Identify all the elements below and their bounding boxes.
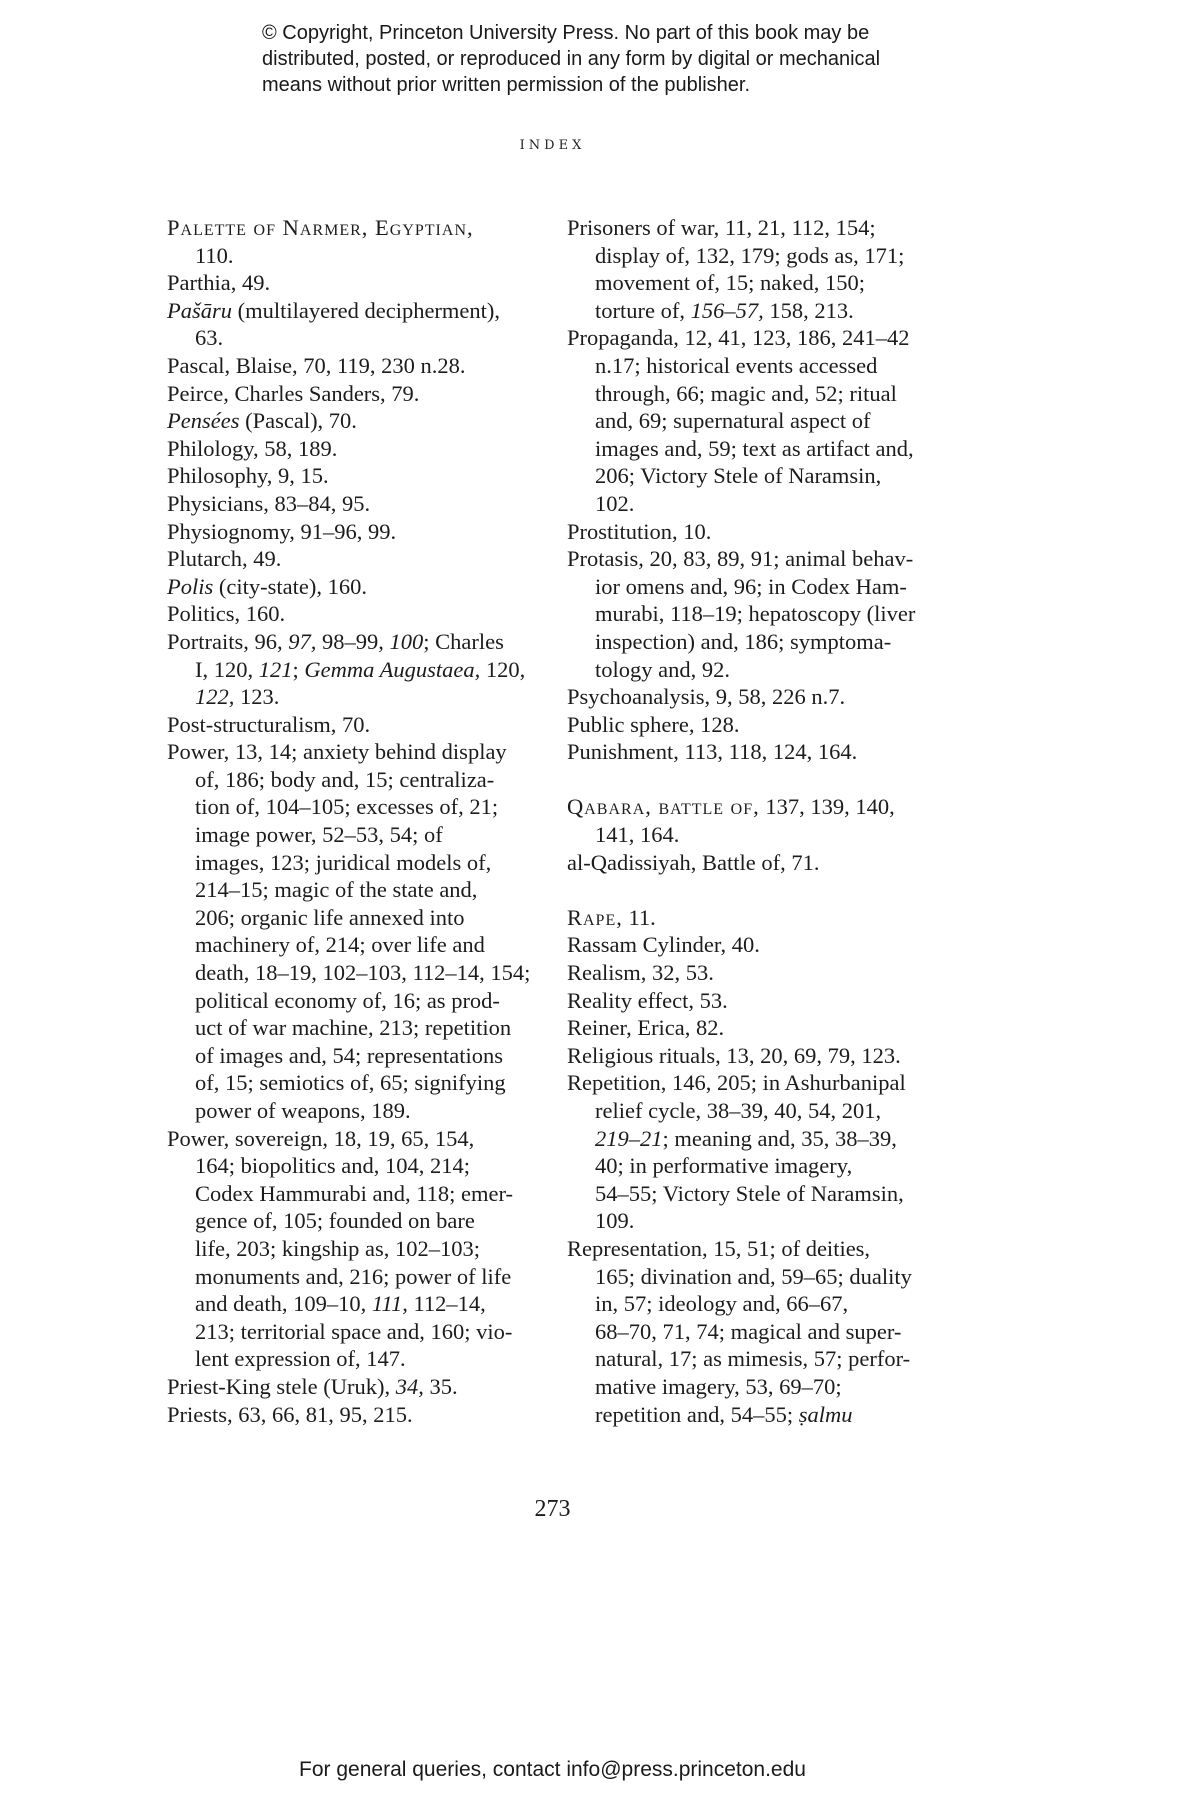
index-continuation-line [567,600,952,628]
index-text: 112–14, [407,1291,486,1317]
index-text: murabi, 118–19; hepatoscopy (liver [595,601,916,627]
index-text: ; Charles [423,628,504,654]
index-continuation-line [167,1042,542,1070]
index-text: 156–57, [690,297,764,323]
index-text: Post-structuralism, 70. [167,711,371,737]
index-text: movement of, 15; naked, 150; [595,270,865,296]
index-continuation-line [567,1097,952,1125]
index-text: mative imagery, 53, 69–70; [595,1373,842,1399]
index-continuation-line [167,959,542,987]
index-text: of images and, 54; representations [195,1042,504,1068]
index-text: monuments and, 216; power of life [195,1263,512,1289]
index-text: Public sphere, 128. [567,711,740,737]
index-text: in, 57; ideology and, 66–67, [595,1291,849,1317]
index-text: and death, 109–10, [195,1291,372,1317]
index-text: Repetition, 146, 205; in Ashurbanipal [567,1070,906,1096]
index-text: (multilayered decipherment), [232,297,501,323]
index-entry-line [567,214,952,242]
index-text: Priests, 63, 66, 81, 95, 215. [167,1401,413,1427]
index-entry-line [567,987,952,1015]
index-entry-line [567,793,952,821]
index-text: 206; Victory Stele of Naramsin, [595,463,882,489]
index-entry-line [567,518,952,546]
index-text: al-Qadissiyah, Battle of, 71. [567,849,820,875]
index-text: Physicians, 83–84, 95. [167,490,371,516]
index-text: Pascal, Blaise, 70, 119, 230 n.28. [167,352,466,378]
index-text: 63. [195,325,224,351]
index-text: n.17; historical events accessed [595,352,878,378]
index-text: 120, [480,656,526,682]
index-text: 111, [371,1291,408,1317]
index-text: ; meaning and, 35, 38–39, [662,1125,897,1151]
index-continuation-line [567,462,952,490]
copyright-line: means without prior written permission of the publisher. [262,74,751,96]
index-entry-line [167,380,542,408]
index-continuation-line [567,1125,952,1153]
index-text: 165; divination and, 59–65; duality [595,1263,912,1289]
index-text: Punishment, 113, 118, 124, 164. [567,739,858,765]
index-entry-line [167,711,542,739]
index-text: 219–21 [595,1125,663,1151]
index-entry-line [167,269,542,297]
index-continuation-line [167,904,542,932]
index-continuation-line [167,849,542,877]
index-text: 158, 213. [763,297,854,323]
index-text: 123. [234,684,280,710]
index-continuation-line [567,1373,952,1401]
index-text: Philology, 58, 189. [167,435,338,461]
index-continuation-line [167,987,542,1015]
index-entry-line [567,931,952,959]
index-text: Rassam Cylinder, 40. [567,932,760,958]
index-text: Pašāru [167,297,233,323]
index-text: Prisoners of war, 11, 21, 112, 154; [567,215,876,240]
index-text: natural, 17; as mimesis, 57; perfor- [595,1346,911,1372]
index-entry-line [167,462,542,490]
index-text: I, 120, [195,656,259,682]
running-head: INDEX [519,138,586,153]
index-entry-line [567,1235,952,1263]
index-continuation-line [567,1401,952,1429]
index-text: Protasis, 20, 83, 89, 91; animal behav- [567,546,914,572]
index-continuation-line [567,1263,952,1291]
copyright-notice [262,20,982,98]
index-text: uct of war machine, 213; repetition [195,1015,512,1041]
index-text: 214–15; magic of the state and, [195,877,478,903]
index-text: Parthia, 49. [167,270,271,296]
index-continuation-line [567,242,952,270]
index-text: 40; in performative imagery, [595,1153,853,1179]
index-text: machinery of, 214; over life and [195,932,485,958]
index-entry-line [167,1401,542,1429]
index-text: Pensées [167,408,240,434]
index-text: 206; organic life annexed into [195,904,465,930]
index-text: (city-state), 160. [213,573,367,599]
index-text: Qabara, battle of, [567,794,760,820]
index-continuation-line [167,1152,542,1180]
index-entry-line [567,1042,952,1070]
index-text: power of weapons, 189. [195,1098,411,1123]
index-continuation-line [167,1345,542,1373]
index-continuation-line [167,1207,542,1235]
index-column-left [167,214,542,1428]
index-continuation-line [567,628,952,656]
index-text: Polis [167,573,214,599]
index-text: Politics, 160. [167,601,286,627]
index-text: 100 [389,628,424,654]
index-entry-line [167,628,542,656]
index-entry-line [167,490,542,518]
index-continuation-line [167,1290,542,1318]
index-entry-line [567,324,952,352]
index-continuation-line [567,573,952,601]
index-entry-line [167,214,542,242]
index-text: 98–99, [316,628,390,654]
index-entry-line [167,600,542,628]
index-continuation-line [167,766,542,794]
index-entry-line [167,435,542,463]
index-entry-line [167,297,542,325]
index-text: images, 123; juridical models of, [195,849,492,875]
copyright-line: © Copyright, Princeton University Press. No part of this book may be [262,22,870,44]
index-continuation-line [167,683,542,711]
index-text: death, 18–19, 102–103, 112–14, 154; [195,960,531,986]
index-text: 109. [595,1208,635,1234]
index-text: images and, 59; text as artifact and, [595,435,914,461]
index-text: 34, [395,1373,424,1399]
footer-contact: For general queries, contact info@press.princeton.edu [299,1758,806,1781]
index-continuation-line [167,1263,542,1291]
index-text: display of, 132, 179; gods as, 171; [595,242,905,268]
index-continuation-line [167,1069,542,1097]
index-text: image power, 52–53, 54; of [195,822,443,848]
index-text: of, 186; body and, 15; centraliza- [195,766,495,792]
index-text: inspection) and, 186; symptoma- [595,628,892,654]
index-continuation-line [167,1180,542,1208]
index-text: Peirce, Charles Sanders, 79. [167,380,420,406]
index-continuation-line [167,931,542,959]
index-text: 102. [595,490,635,516]
index-continuation-line [567,1152,952,1180]
index-text: repetition and, 54–55; [595,1401,799,1427]
index-text: 97, [288,628,317,654]
index-entry-line [567,1069,952,1097]
index-continuation-line [167,242,542,270]
index-text: 11. [622,904,656,930]
index-text: 68–70, 71, 74; magical and super- [595,1318,902,1344]
index-text: 137, 139, 140, [759,794,895,820]
index-text: torture of, [595,297,691,323]
index-entry-line [567,711,952,739]
index-continuation-line [167,1097,542,1125]
index-continuation-line [567,1318,952,1346]
page-number: 273 [534,1496,571,1522]
index-text: Portraits, 96, [167,628,289,654]
index-text: 122, [195,684,235,710]
index-text: Representation, 15, 51; of deities, [567,1235,871,1261]
index-entry-line [567,849,952,877]
index-continuation-line [167,324,542,352]
index-continuation-line [567,821,952,849]
index-continuation-line [567,297,952,325]
index-continuation-line [567,1345,952,1373]
index-text: political economy of, 16; as prod- [195,987,500,1013]
index-text: Physiognomy, 91–96, 99. [167,518,397,544]
index-entry-line [167,573,542,601]
index-continuation-line [567,352,952,380]
index-text: Realism, 32, 53. [567,960,714,986]
index-continuation-line [167,793,542,821]
index-text: and, 69; supernatural aspect of [595,408,871,434]
index-text: Power, sovereign, 18, 19, 65, 154, [167,1125,475,1151]
index-continuation-line [567,1180,952,1208]
index-continuation-line [567,380,952,408]
index-text: ; [292,656,305,682]
index-text: 121 [258,656,293,682]
index-text: Reality effect, 53. [567,987,728,1013]
index-text: through, 66; magic and, 52; ritual [595,380,897,406]
index-text: Reiner, Erica, 82. [567,1015,725,1041]
index-text: lent expression of, 147. [195,1346,406,1372]
index-text: ṣalmu [798,1401,853,1427]
index-continuation-line [167,821,542,849]
index-entry-line [167,407,542,435]
index-text: Religious rituals, 13, 20, 69, 79, 123. [567,1042,901,1068]
index-text: Plutarch, 49. [167,546,282,572]
index-entry-line [167,352,542,380]
index-text: tion of, 104–105; excesses of, 21; [195,794,499,820]
index-text: tology and, 92. [595,656,730,682]
index-continuation-line [167,656,542,684]
index-entry-line [167,1125,542,1153]
index-column-right [567,214,952,1428]
index-entry-line [167,738,542,766]
index-text: ior omens and, 96; in Codex Ham- [595,573,907,599]
index-continuation-line [567,490,952,518]
index-entry-line [167,545,542,573]
index-continuation-line [167,1318,542,1346]
index-text: 141, 164. [595,822,680,848]
index-text: Psychoanalysis, 9, 58, 226 n.7. [567,684,846,710]
index-continuation-line [567,435,952,463]
index-entry-line [167,1373,542,1401]
index-letter-gap [567,876,952,904]
index-text: 54–55; Victory Stele of Naramsin, [595,1180,904,1206]
index-entry-line [567,683,952,711]
index-text: 110. [195,242,234,268]
index-text: Prostitution, 10. [567,518,712,544]
index-text: Propaganda, 12, 41, 123, 186, 241–42 [567,325,910,351]
index-continuation-line [167,876,542,904]
index-entry-line [567,904,952,932]
index-text: gence of, 105; founded on bare [195,1208,475,1234]
index-text: Power, 13, 14; anxiety behind display [167,739,507,765]
index-letter-gap [567,766,952,794]
index-continuation-line [167,1014,542,1042]
index-text: Philosophy, 9, 15. [167,463,329,489]
index-entry-line [567,1014,952,1042]
index-continuation-line [567,269,952,297]
index-text: 213; territorial space and, 160; vio- [195,1318,513,1344]
index-entry-line [167,518,542,546]
index-text: relief cycle, 38–39, 40, 54, 201, [595,1098,882,1123]
index-continuation-line [567,1207,952,1235]
copyright-line: distributed, posted, or reproduced in any form by digital or mechanical [262,48,881,70]
index-text: Codex Hammurabi and, 118; emer- [195,1180,513,1206]
index-text: 35. [423,1373,458,1399]
index-text: life, 203; kingship as, 102–103; [195,1235,480,1261]
index-text: Rape, [567,904,623,930]
index-continuation-line [567,656,952,684]
index-text: Priest-King stele (Uruk), [167,1373,396,1399]
index-text: of, 15; semiotics of, 65; signifying [195,1070,506,1096]
index-entry-line [567,545,952,573]
index-text: 164; biopolitics and, 104, 214; [195,1153,470,1179]
index-continuation-line [567,1290,952,1318]
index-text: Palette of Narmer, Egyptian, [167,215,474,240]
index-entry-line [567,959,952,987]
index-continuation-line [567,407,952,435]
index-continuation-line [167,1235,542,1263]
index-text: Gemma Augustaea, [304,656,481,682]
index-text: (Pascal), 70. [239,408,357,434]
index-entry-line [567,738,952,766]
